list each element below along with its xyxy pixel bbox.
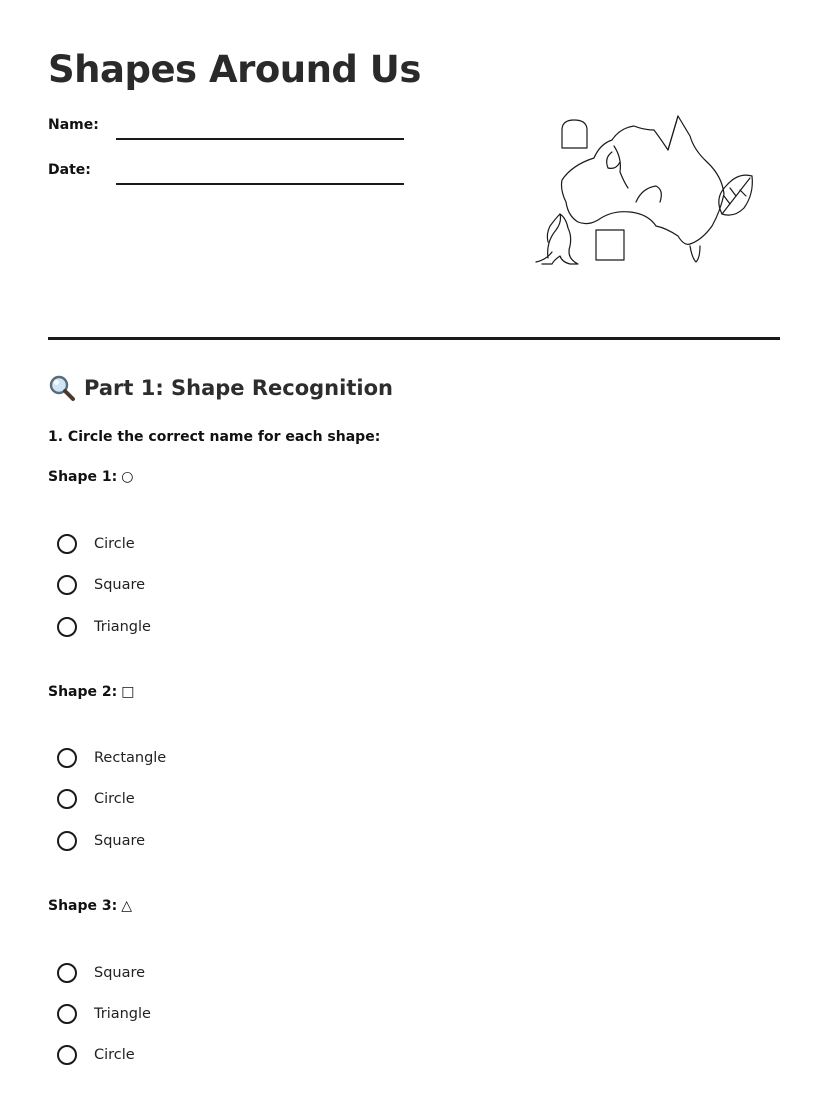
square-shape-symbol: □ [121, 684, 135, 700]
radio-button[interactable] [57, 1045, 77, 1065]
option-label: Square [94, 833, 146, 849]
shape-1-option-3[interactable] [57, 615, 151, 639]
radio-button[interactable] [57, 575, 77, 595]
option-label: Square [94, 965, 146, 981]
shape-3-option-3[interactable] [57, 1043, 135, 1067]
shape-2-label-text: Shape 2: [48, 684, 118, 700]
shape-2-label [48, 684, 134, 700]
radio-button[interactable] [57, 617, 77, 637]
australia-map-with-shapes-icon [532, 110, 762, 275]
section-divider [48, 337, 780, 340]
circle-shape-symbol: ○ [121, 469, 134, 485]
shape-2-option-2[interactable] [57, 787, 135, 811]
date-label: Date: [48, 162, 91, 178]
question-instruction: 1. Circle the correct name for each shape: [48, 429, 381, 445]
magnifying-glass-icon [48, 374, 76, 402]
option-label: Triangle [94, 619, 151, 635]
shape-1-label [48, 469, 133, 485]
shape-1-option-1[interactable] [57, 532, 135, 556]
option-label: Triangle [94, 1006, 151, 1022]
radio-button[interactable] [57, 534, 77, 554]
radio-button[interactable] [57, 789, 77, 809]
option-label: Circle [94, 791, 135, 807]
shape-3-option-1[interactable] [57, 961, 145, 985]
option-label: Circle [94, 536, 135, 552]
radio-button[interactable] [57, 831, 77, 851]
shape-2-option-1[interactable] [57, 746, 166, 770]
name-field[interactable] [116, 138, 404, 140]
radio-button[interactable] [57, 748, 77, 768]
option-label: Rectangle [94, 750, 167, 766]
name-label: Name: [48, 117, 99, 133]
option-label: Circle [94, 1047, 135, 1063]
worksheet-title: Shapes Around Us [48, 48, 421, 91]
shape-3-label [48, 898, 132, 914]
shape-3-label-text: Shape 3: [48, 898, 118, 914]
shape-1-option-2[interactable] [57, 573, 145, 597]
section-heading-text: Part 1: Shape Recognition [84, 376, 393, 400]
radio-button[interactable] [57, 1004, 77, 1024]
shape-1-label-text: Shape 1: [48, 469, 118, 485]
shape-2-option-3[interactable] [57, 829, 145, 853]
radio-button[interactable] [57, 963, 77, 983]
option-label: Square [94, 577, 146, 593]
shape-3-option-2[interactable] [57, 1002, 151, 1026]
date-field[interactable] [116, 183, 404, 185]
triangle-shape-symbol: △ [121, 898, 133, 914]
section-heading [48, 374, 393, 402]
